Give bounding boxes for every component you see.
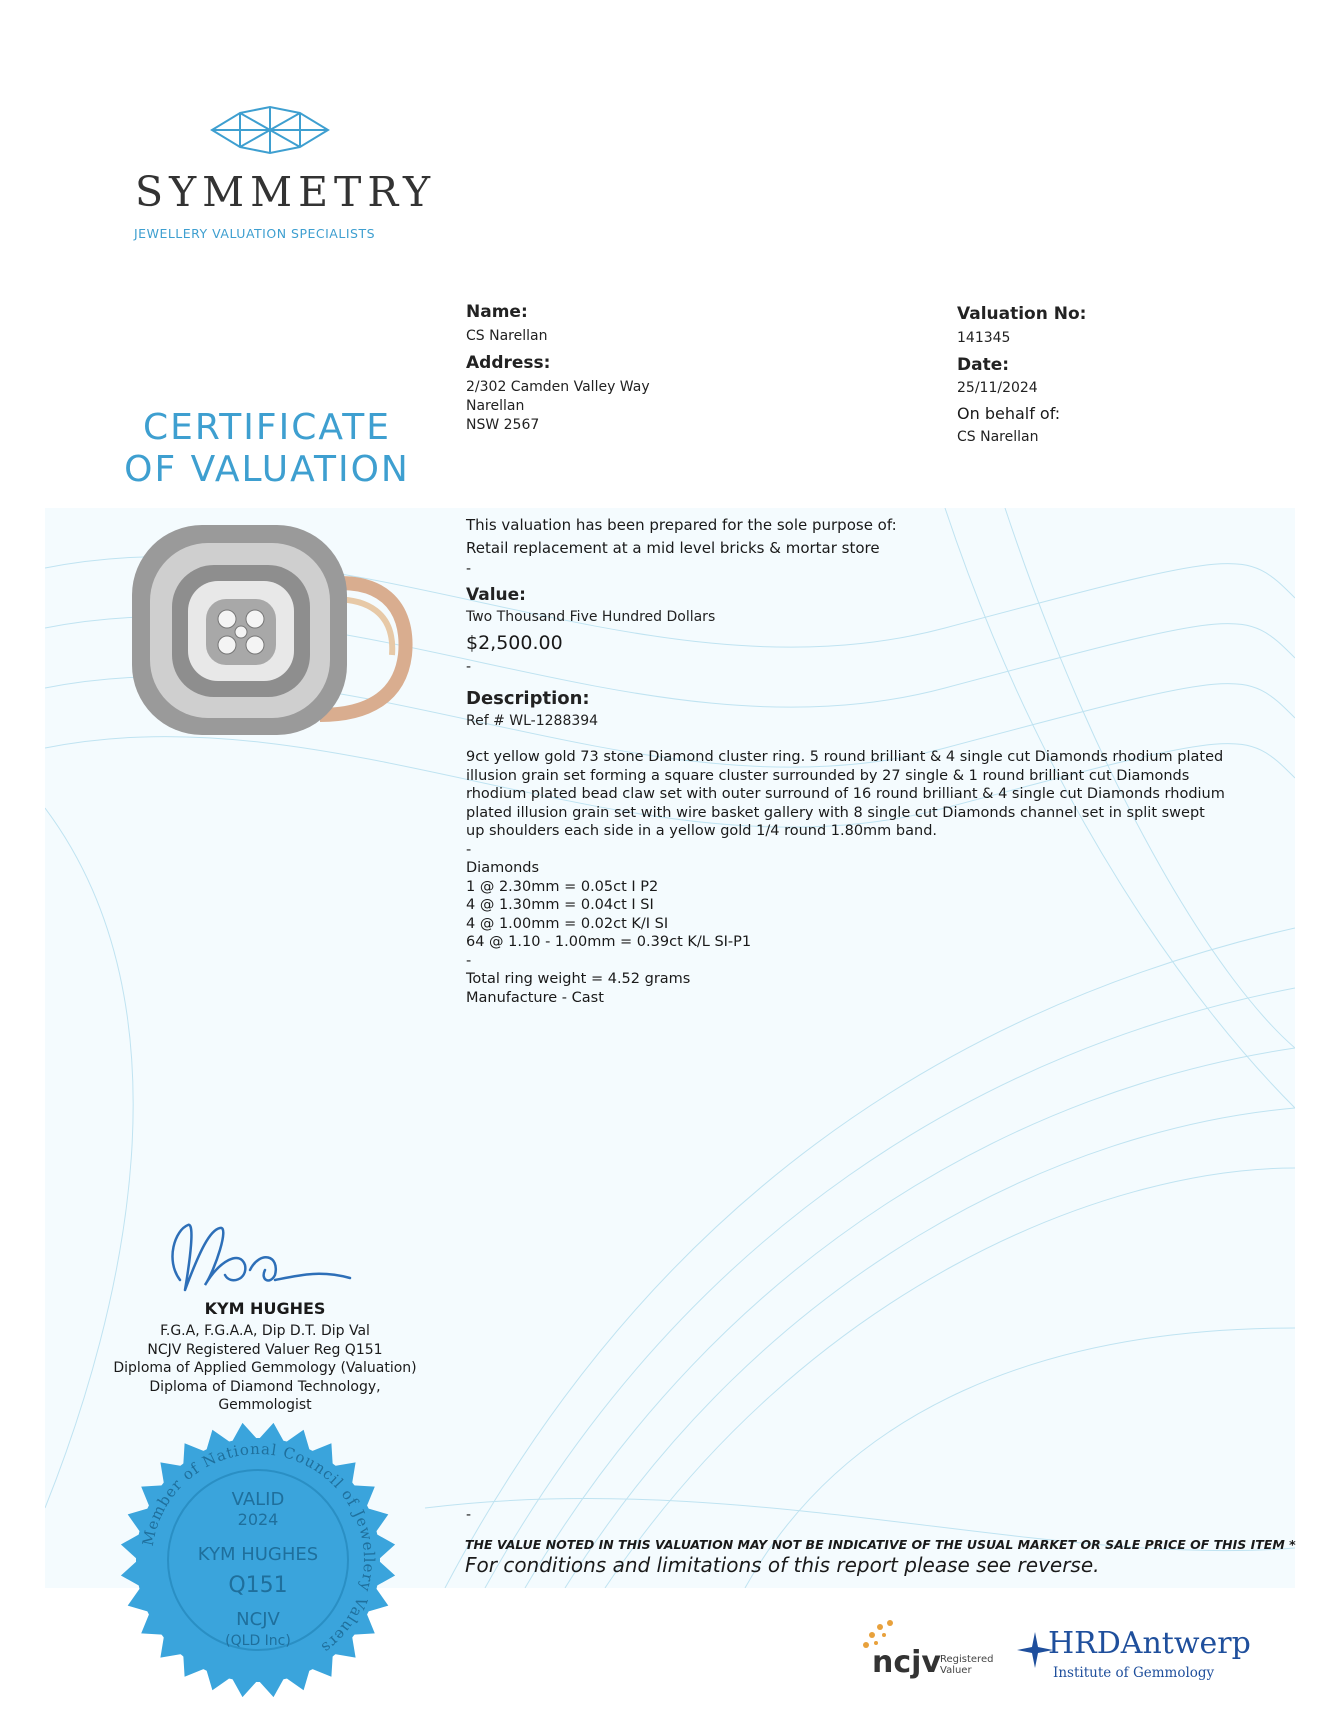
name-label: Name: xyxy=(466,302,528,322)
address-line3: NSW 2567 xyxy=(466,417,540,433)
description-line: illusion grain set forming a square cluster surrounded by 27 single & 1 round brilliant cut Diamonds xyxy=(466,767,1190,784)
seal-text: NCJV xyxy=(236,1609,280,1630)
total-weight: Total ring weight = 4.52 grams xyxy=(466,971,691,987)
ncjv-sub xyxy=(940,1654,993,1676)
description-line: plated illusion grain set with wire basket gallery with 8 single cut Diamonds channel set in split swept xyxy=(466,804,1205,821)
ring-photo xyxy=(120,515,420,745)
credential-line: F.G.A, F.G.A.A, Dip D.T. Dip Val xyxy=(160,1323,370,1339)
brand-tagline: JEWELLERY VALUATION SPECIALISTS xyxy=(134,226,376,241)
description-line: up shoulders each side in a yellow gold 1/4 round 1.80mm band. xyxy=(466,823,938,839)
manufacture: Manufacture - Cast xyxy=(466,989,604,1006)
certificate-title xyxy=(112,407,422,491)
ncjv-seal xyxy=(118,1420,398,1700)
separator-dash: - xyxy=(466,1507,472,1523)
certificate-title-line1: CERTIFICATE xyxy=(143,407,391,448)
hrd-subtitle: Institute of Gemmology xyxy=(1053,1665,1215,1681)
ncjv-logo: ncjv xyxy=(872,1645,941,1680)
hrd-logo: HRDAntwerp xyxy=(1048,1626,1251,1661)
diamond-row: 4 @ 1.00mm = 0.02ct K/I SI xyxy=(466,915,669,932)
valuer-signature xyxy=(160,1220,360,1300)
ncjv-sub-line: Valuer xyxy=(940,1665,972,1676)
purpose-label: This valuation has been prepared for the sole purpose of: xyxy=(466,516,897,534)
diamond-row: 4 @ 1.30mm = 0.04ct I SI xyxy=(466,897,654,913)
seal-ring-text: Member of National Council of Jewellery Valuers xyxy=(138,1439,379,1658)
seal-text: Q151 xyxy=(228,1573,288,1598)
separator-dash: - xyxy=(466,841,472,858)
diamonds-label: Diamonds xyxy=(466,860,540,876)
description-line: 9ct yellow gold 73 stone Diamond cluster ring. 5 round brilliant & 4 single cut Diamonds rhodium plated xyxy=(466,749,1224,765)
address-label: Address: xyxy=(466,353,551,373)
reference-number: Ref # WL-1288394 xyxy=(466,713,599,729)
value-words: Two Thousand Five Hundred Dollars xyxy=(466,609,716,625)
valuer-name: KYM HUGHES xyxy=(204,1299,326,1318)
certificate-title-line2: OF VALUATION xyxy=(124,449,410,490)
client-name: CS Narellan xyxy=(466,328,548,344)
separator-dash: - xyxy=(466,952,472,969)
seal-text: (QLD Inc) xyxy=(225,1633,291,1649)
value-label: Value: xyxy=(466,585,526,605)
symmetry-diamond-logo xyxy=(210,105,330,155)
seal-text: KYM HUGHES xyxy=(197,1544,319,1565)
ncjv-sub-line: Registered xyxy=(940,1654,994,1665)
date-label: Date: xyxy=(957,355,1010,375)
valuation-number-label: Valuation No: xyxy=(957,304,1087,324)
conditions-text: For conditions and limitations of this report please see reverse. xyxy=(465,1553,1100,1577)
valuation-number: 141345 xyxy=(957,330,1011,346)
seal-text: 2024 xyxy=(237,1510,279,1529)
credential-line: Gemmologist xyxy=(218,1397,312,1413)
on-behalf-label: On behalf of: xyxy=(957,404,1061,423)
diamond-row: 1 @ 2.30mm = 0.05ct I P2 xyxy=(466,878,659,895)
diamond-row: 64 @ 1.10 - 1.00mm = 0.39ct K/L SI-P1 xyxy=(466,934,752,950)
credential-line: Diploma of Diamond Technology, xyxy=(149,1378,381,1395)
separator-dash: - xyxy=(466,561,472,577)
description-body xyxy=(466,748,1266,1007)
address-line2: Narellan xyxy=(466,398,525,414)
valuation-date: 25/11/2024 xyxy=(957,380,1038,396)
on-behalf-value: CS Narellan xyxy=(957,429,1039,445)
address-line1: 2/302 Camden Valley Way xyxy=(466,379,650,395)
seal-text: VALID xyxy=(231,1489,285,1510)
purpose-text: Retail replacement at a mid level bricks & mortar store xyxy=(466,539,880,557)
credential-line: NCJV Registered Valuer Reg Q151 xyxy=(147,1341,383,1358)
credential-line: Diploma of Applied Gemmology (Valuation) xyxy=(113,1360,417,1376)
brand-name: SYMMETRY xyxy=(135,168,437,216)
description-label: Description: xyxy=(466,688,590,709)
value-amount: $2,500.00 xyxy=(466,632,563,654)
separator-dash: - xyxy=(466,659,472,675)
valuer-credentials xyxy=(85,1322,445,1415)
disclaimer-text: THE VALUE NOTED IN THIS VALUATION MAY NOT BE INDICATIVE OF THE USUAL MARKET OR SALE PRICE OF THIS ITEM * xyxy=(465,1537,1296,1552)
description-line: rhodium plated bead claw set with outer surround of 16 round brilliant & 4 single cut Diamonds rhodium xyxy=(466,786,1225,802)
